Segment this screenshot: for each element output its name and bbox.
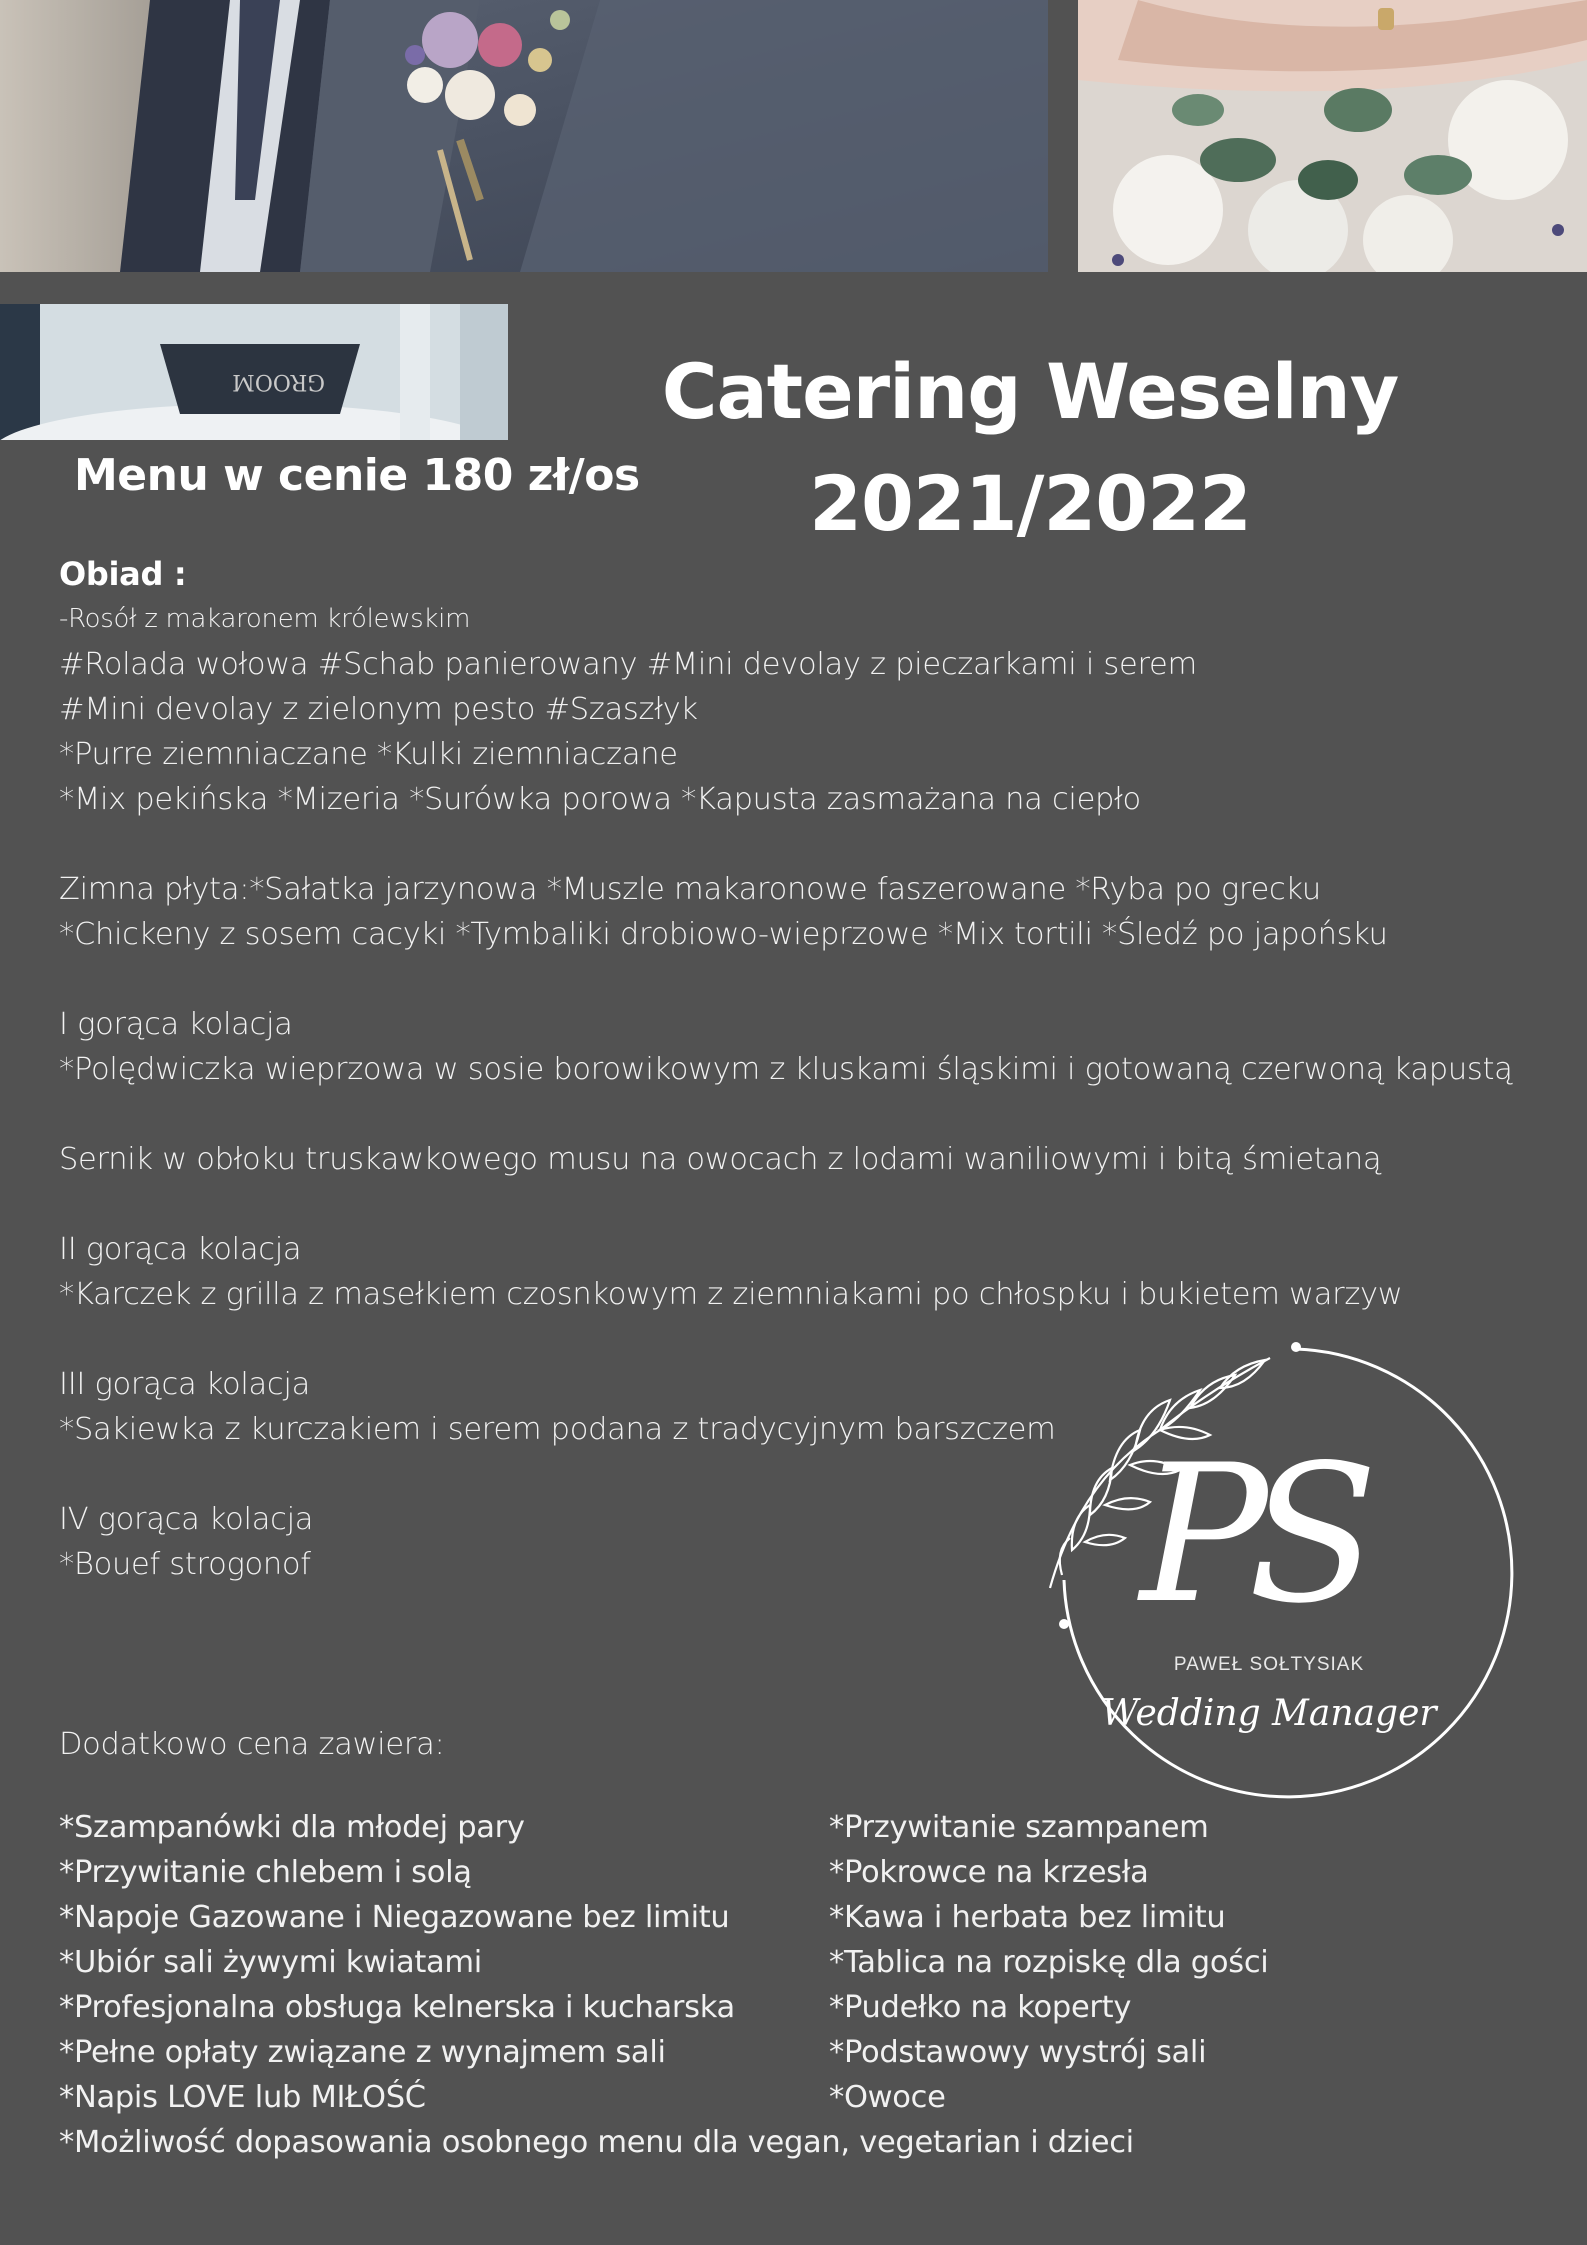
page-title [600, 336, 1460, 560]
extras-left-item: *Napoje Gazowane i Niegazowane bez limitu [59, 1900, 730, 1935]
menu-line: II gorąca kolacja [59, 1232, 302, 1267]
extras-left-item: *Pełne opłaty związane z wynajmem sali [59, 2035, 666, 2070]
extras-right-item: *Kawa i herbata bez limitu [829, 1900, 1226, 1935]
menu-spacer [59, 1092, 1539, 1137]
extras-left-item: *Szampanówki dla młodej pary [59, 1810, 525, 1845]
extras-row [59, 1940, 1539, 1985]
menu-line: III gorąca kolacja [59, 1367, 310, 1402]
menu-line: *Mix pekińska *Mizeria *Surówka porowa *Kapusta zasmażana na ciepło [59, 782, 1141, 817]
hands-with-rings-photo [1078, 0, 1587, 272]
extras-right-item: *Tablica na rozpiskę dla gości [829, 1945, 1269, 1980]
title-line-2: 2021/2022 [809, 459, 1251, 548]
extras-right-item: *Owoce [829, 2080, 946, 2115]
logo-monogram: PS [1140, 1424, 1359, 1645]
place-card-text: GROOM [232, 369, 325, 394]
extras-row [59, 2120, 1539, 2165]
extras-row [59, 1805, 1539, 1850]
groom-boutonniere-photo [0, 0, 1048, 272]
menu-line: Sernik w obłoku truskawkowego musu na owocach z lodami waniliowymi i bitą śmietaną [59, 1142, 1382, 1177]
menu-line: #Rolada wołowa #Schab panierowany #Mini devolay z pieczarkami i serem [59, 647, 1197, 682]
menu-line: *Polędwiczka wieprzowa w sosie borowikowym z kluskami śląskimi i gotowaną czerwoną kapustą [59, 1052, 1513, 1087]
extras-row [59, 2030, 1539, 2075]
extras-right-item: *Przywitanie szampanem [829, 1810, 1209, 1845]
extras-row [59, 1850, 1539, 1895]
extras-right-item: *Pudełko na koperty [829, 1990, 1132, 2025]
menu-line: *Karczek z grilla z masełkiem czosnkowym z ziemniakami po chłospku i bukietem warzyw [59, 1277, 1403, 1312]
menu-heading: Obiad : [59, 555, 187, 593]
menu-spacer [59, 1182, 1539, 1227]
menu-line: *Chickeny z sosem cacyki *Tymbaliki drobiowo-wieprzowe *Mix tortili *Śledź po japońsku [59, 917, 1388, 952]
extras-row [59, 2075, 1539, 2120]
menu-spacer [59, 957, 1539, 1002]
price-per-person: Menu w cenie 180 zł/os [74, 450, 640, 501]
menu-line: Zimna płyta:*Sałatka jarzynowa *Muszle makaronowe faszerowane *Ryba po grecku [59, 872, 1321, 907]
menu-spacer [59, 822, 1539, 867]
extras-left-item: *Ubiór sali żywymi kwiatami [59, 1945, 482, 1980]
logo-tagline: Wedding Manager [1101, 1693, 1437, 1734]
menu-line: #Mini devolay z zielonym pesto #Szaszłyk [59, 692, 698, 727]
menu-line: *Purre ziemniaczane *Kulki ziemniaczane [59, 737, 678, 772]
extras-row [59, 1985, 1539, 2030]
logo-name: PAWEŁ SOŁTYSIAK [1173, 1654, 1365, 1675]
extras-row [59, 1895, 1539, 1940]
menu-line: I gorąca kolacja [59, 1007, 293, 1042]
menu-line: *Bouef strogonof [59, 1547, 311, 1582]
menu-line: IV gorąca kolacja [59, 1502, 314, 1537]
extras-right-item: *Pokrowce na krzesła [829, 1855, 1149, 1890]
extras-right-item: *Podstawowy wystrój sali [829, 2035, 1207, 2070]
menu-line: -Rosół z makaronem królewskim [59, 604, 471, 634]
title-line-1: Catering Weselny [661, 347, 1399, 436]
menu-line: Dodatkowo cena zawiera: [59, 1727, 445, 1762]
extras-left-item: *Profesjonalna obsługa kelnerska i kucharska [59, 1990, 735, 2025]
extras-left-item: *Możliwość dopasowania osobnego menu dla vegan, vegetarian i dzieci [59, 2125, 1134, 2160]
wedding-manager-logo [1040, 1330, 1520, 1810]
menu-line: *Sakiewka z kurczakiem i serem podana z tradycyjnym barszczem [59, 1412, 1056, 1447]
extras-left-item: *Napis LOVE lub MIŁOŚĆ [59, 2080, 426, 2115]
included-extras [59, 1805, 1539, 2165]
extras-left-item: *Przywitanie chlebem i solą [59, 1855, 472, 1890]
groom-place-card-photo [0, 304, 508, 440]
